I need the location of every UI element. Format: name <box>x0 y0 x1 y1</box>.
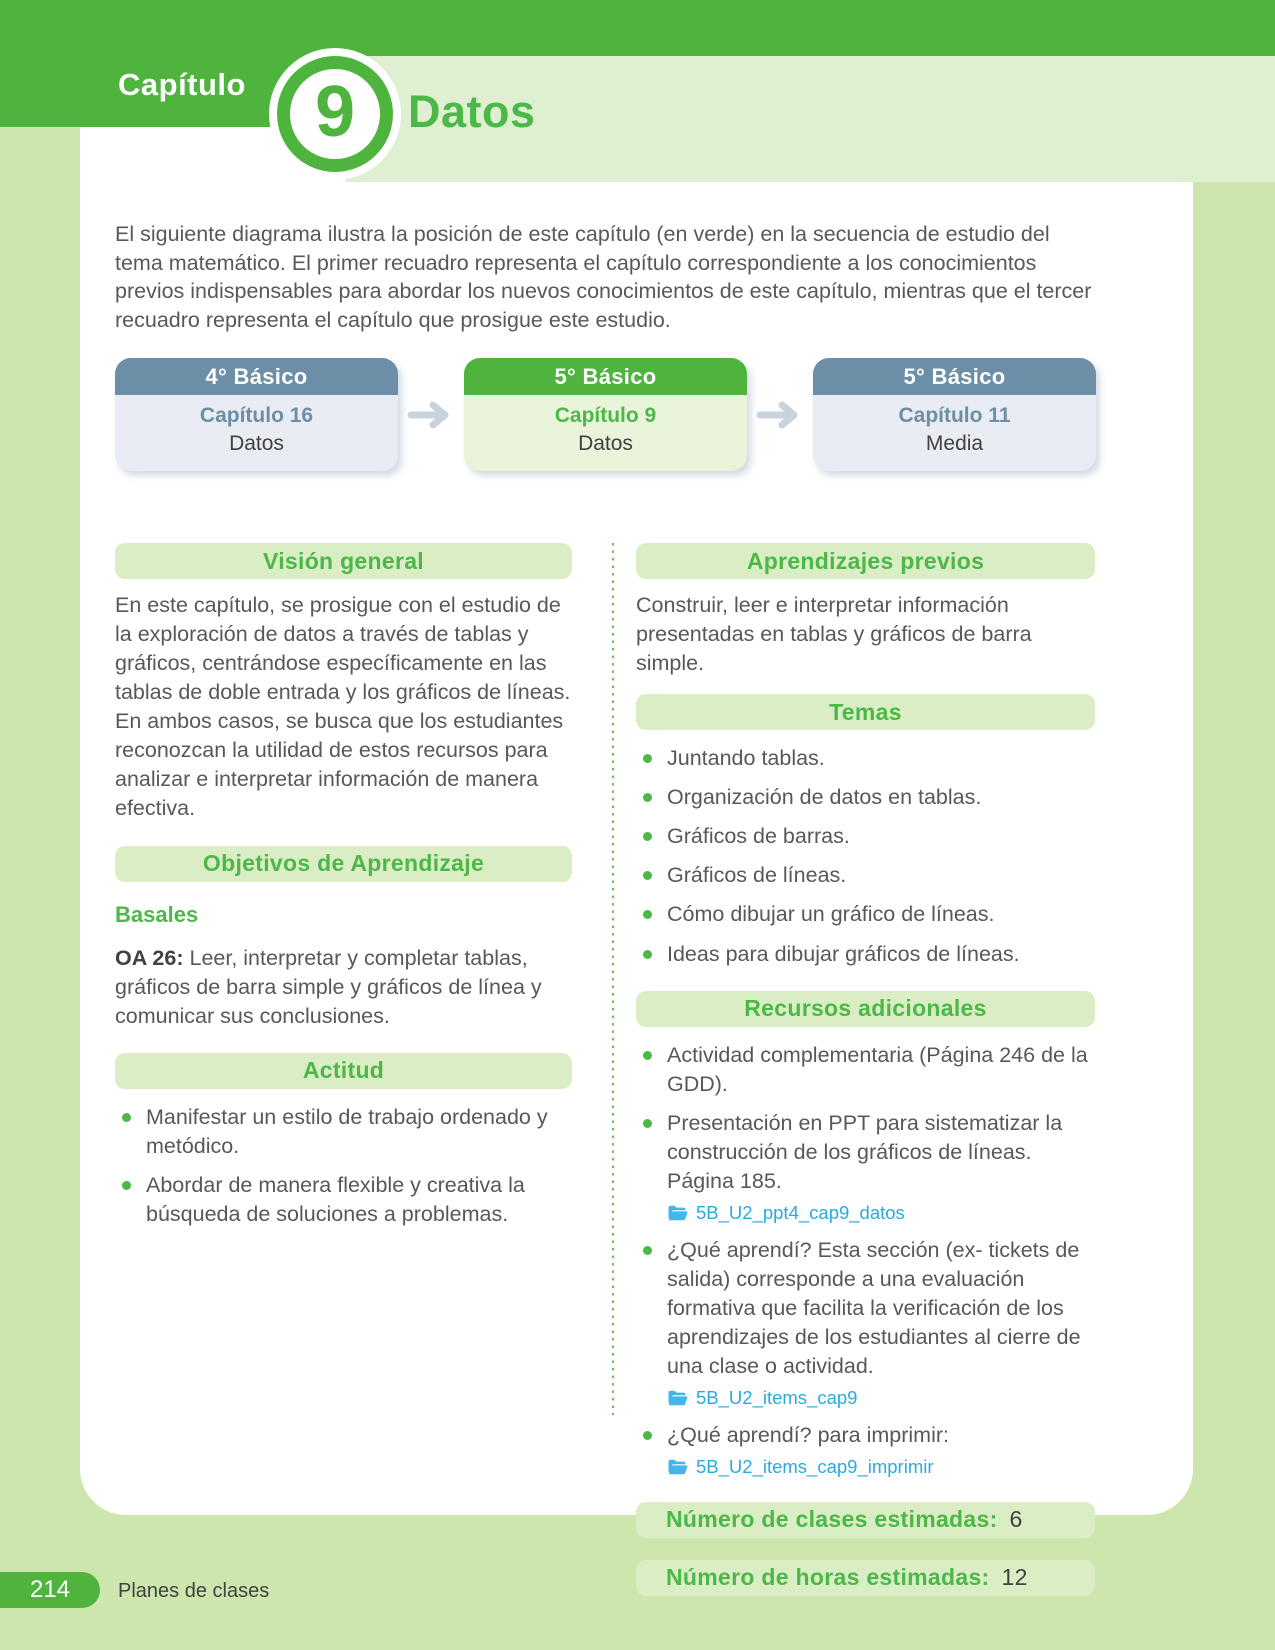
list-item: Juntando tablas. <box>636 744 1095 773</box>
list-item: ¿Qué aprendí? Esta sección (ex- tickets de salida) corresponde a una evaluación formativa que facilita la verificación de los aprendizajes de los estudiantes al cierre de una clase o actividad. 5B_U2_items_cap9 <box>636 1236 1095 1411</box>
clases-estimadas-label: Número de clases estimadas: <box>666 1506 998 1533</box>
chapter-label: Capítulo <box>118 67 246 102</box>
column-divider <box>612 543 614 1415</box>
list-item: Gráficos de líneas. <box>636 861 1095 890</box>
horas-estimadas-bar <box>636 1560 1095 1596</box>
list-item: Organización de datos en tablas. <box>636 783 1095 812</box>
resource-link-ppt[interactable] <box>667 1201 1095 1226</box>
chapter-number: 9 <box>314 72 356 152</box>
chapter-sequence-diagram <box>115 358 1096 471</box>
clases-estimadas-bar <box>636 1502 1095 1538</box>
resource-link-items[interactable] <box>667 1386 1095 1411</box>
chapter-title: Datos <box>408 86 536 137</box>
section-heading-temas: Temas <box>636 694 1095 730</box>
oa-26-item <box>115 944 572 1031</box>
sequence-box-grade: 5° Básico <box>813 358 1096 395</box>
sequence-box-grade: 5° Básico <box>464 358 747 395</box>
sequence-box-current <box>464 358 747 471</box>
resource-link-label: 5B_U2_items_cap9_imprimir <box>696 1455 934 1477</box>
section-heading-vision-general: Visión general <box>115 543 572 579</box>
section-heading-aprendizajes-previos: Aprendizajes previos <box>636 543 1095 579</box>
list-item: Actividad complementaria (Página 246 de la GDD). <box>636 1041 1095 1099</box>
list-item: Cómo dibujar un gráfico de líneas. <box>636 900 1095 929</box>
sequence-box-title: Datos <box>229 432 284 456</box>
recursos-list <box>636 1041 1095 1480</box>
arrow-right-icon <box>398 399 464 431</box>
oa-26-text: Leer, interpretar y completar tablas, gráficos de barra simple y gráficos de línea y comunicar sus conclusiones. <box>115 945 542 1028</box>
resource-link-imprimir[interactable] <box>667 1455 1095 1480</box>
aprendizajes-previos-body: Construir, leer e interpretar información presentadas en tablas y gráficos de barra simple. <box>636 593 1032 676</box>
sequence-box-title: Datos <box>578 432 633 456</box>
footer-section-label: Planes de clases <box>118 1580 270 1602</box>
list-item: ¿Qué aprendí? para imprimir: 5B_U2_items_cap9_imprimir <box>636 1421 1095 1480</box>
horas-estimadas-label: Número de horas estimadas: <box>666 1564 990 1591</box>
intro-paragraph: El siguiente diagrama ilustra la posición de este capítulo (en verde) en la secuencia de estudio del tema matemático. El primer recuadro representa el capítulo correspondiente a los conocimientos previos indispensables para abordar los nuevos conocimientos de este capítulo, mientras que el tercer recuadro representa el capítulo que prosigue este estudio. <box>115 222 1092 332</box>
chapter-number-badge <box>269 48 401 180</box>
horas-estimadas-value: 12 <box>1001 1564 1028 1591</box>
oa-26-label: OA 26: <box>115 945 184 970</box>
sequence-box-chapter: Capítulo 16 <box>199 404 314 428</box>
section-heading-actitud: Actitud <box>115 1053 572 1089</box>
section-heading-objetivos: Objetivos de Aprendizaje <box>115 846 572 882</box>
actitud-list <box>115 1103 572 1229</box>
list-item: Abordar de manera flexible y creativa la búsqueda de soluciones a problemas. <box>115 1171 572 1229</box>
page-number-badge: 214 <box>0 1572 100 1608</box>
resource-link-label: 5B_U2_ppt4_cap9_datos <box>696 1201 905 1223</box>
objetivos-subheading: Basales <box>115 901 199 927</box>
sequence-box-next <box>813 358 1096 471</box>
clases-estimadas-value: 6 <box>1009 1506 1023 1533</box>
sequence-box-grade: 4° Básico <box>115 358 398 395</box>
resource-link-label: 5B_U2_items_cap9 <box>696 1386 858 1408</box>
vision-general-body: En este capítulo, se prosigue con el estudio de la exploración de datos a través de tablas y gráficos, centrándose específicamente en las tablas de doble entrada y los gráficos de líneas. En ambos casos, se busca que los estudiantes reconozcan la utilidad de estos recursos para analizar e interpretar información de manera efectiva. <box>115 593 571 821</box>
list-item: Presentación en PPT para sistematizar la construcción de los gráficos de líneas. Página 185. 5B_U2_ppt4_cap9_datos <box>636 1109 1095 1226</box>
list-item: Ideas para dibujar gráficos de líneas. <box>636 940 1095 969</box>
folder-icon <box>667 1389 688 1407</box>
folder-icon <box>667 1204 688 1222</box>
arrow-right-icon <box>747 399 813 431</box>
temas-list <box>636 744 1095 968</box>
sequence-box-chapter: Capítulo 9 <box>554 404 657 428</box>
sequence-box-chapter: Capítulo 11 <box>898 404 1011 428</box>
sequence-box-title: Media <box>925 432 984 456</box>
list-item: Gráficos de barras. <box>636 822 1095 851</box>
sequence-box-previous <box>115 358 398 471</box>
section-heading-recursos: Recursos adicionales <box>636 991 1095 1027</box>
list-item: Manifestar un estilo de trabajo ordenado y metódico. <box>115 1103 572 1161</box>
folder-icon <box>667 1458 688 1476</box>
